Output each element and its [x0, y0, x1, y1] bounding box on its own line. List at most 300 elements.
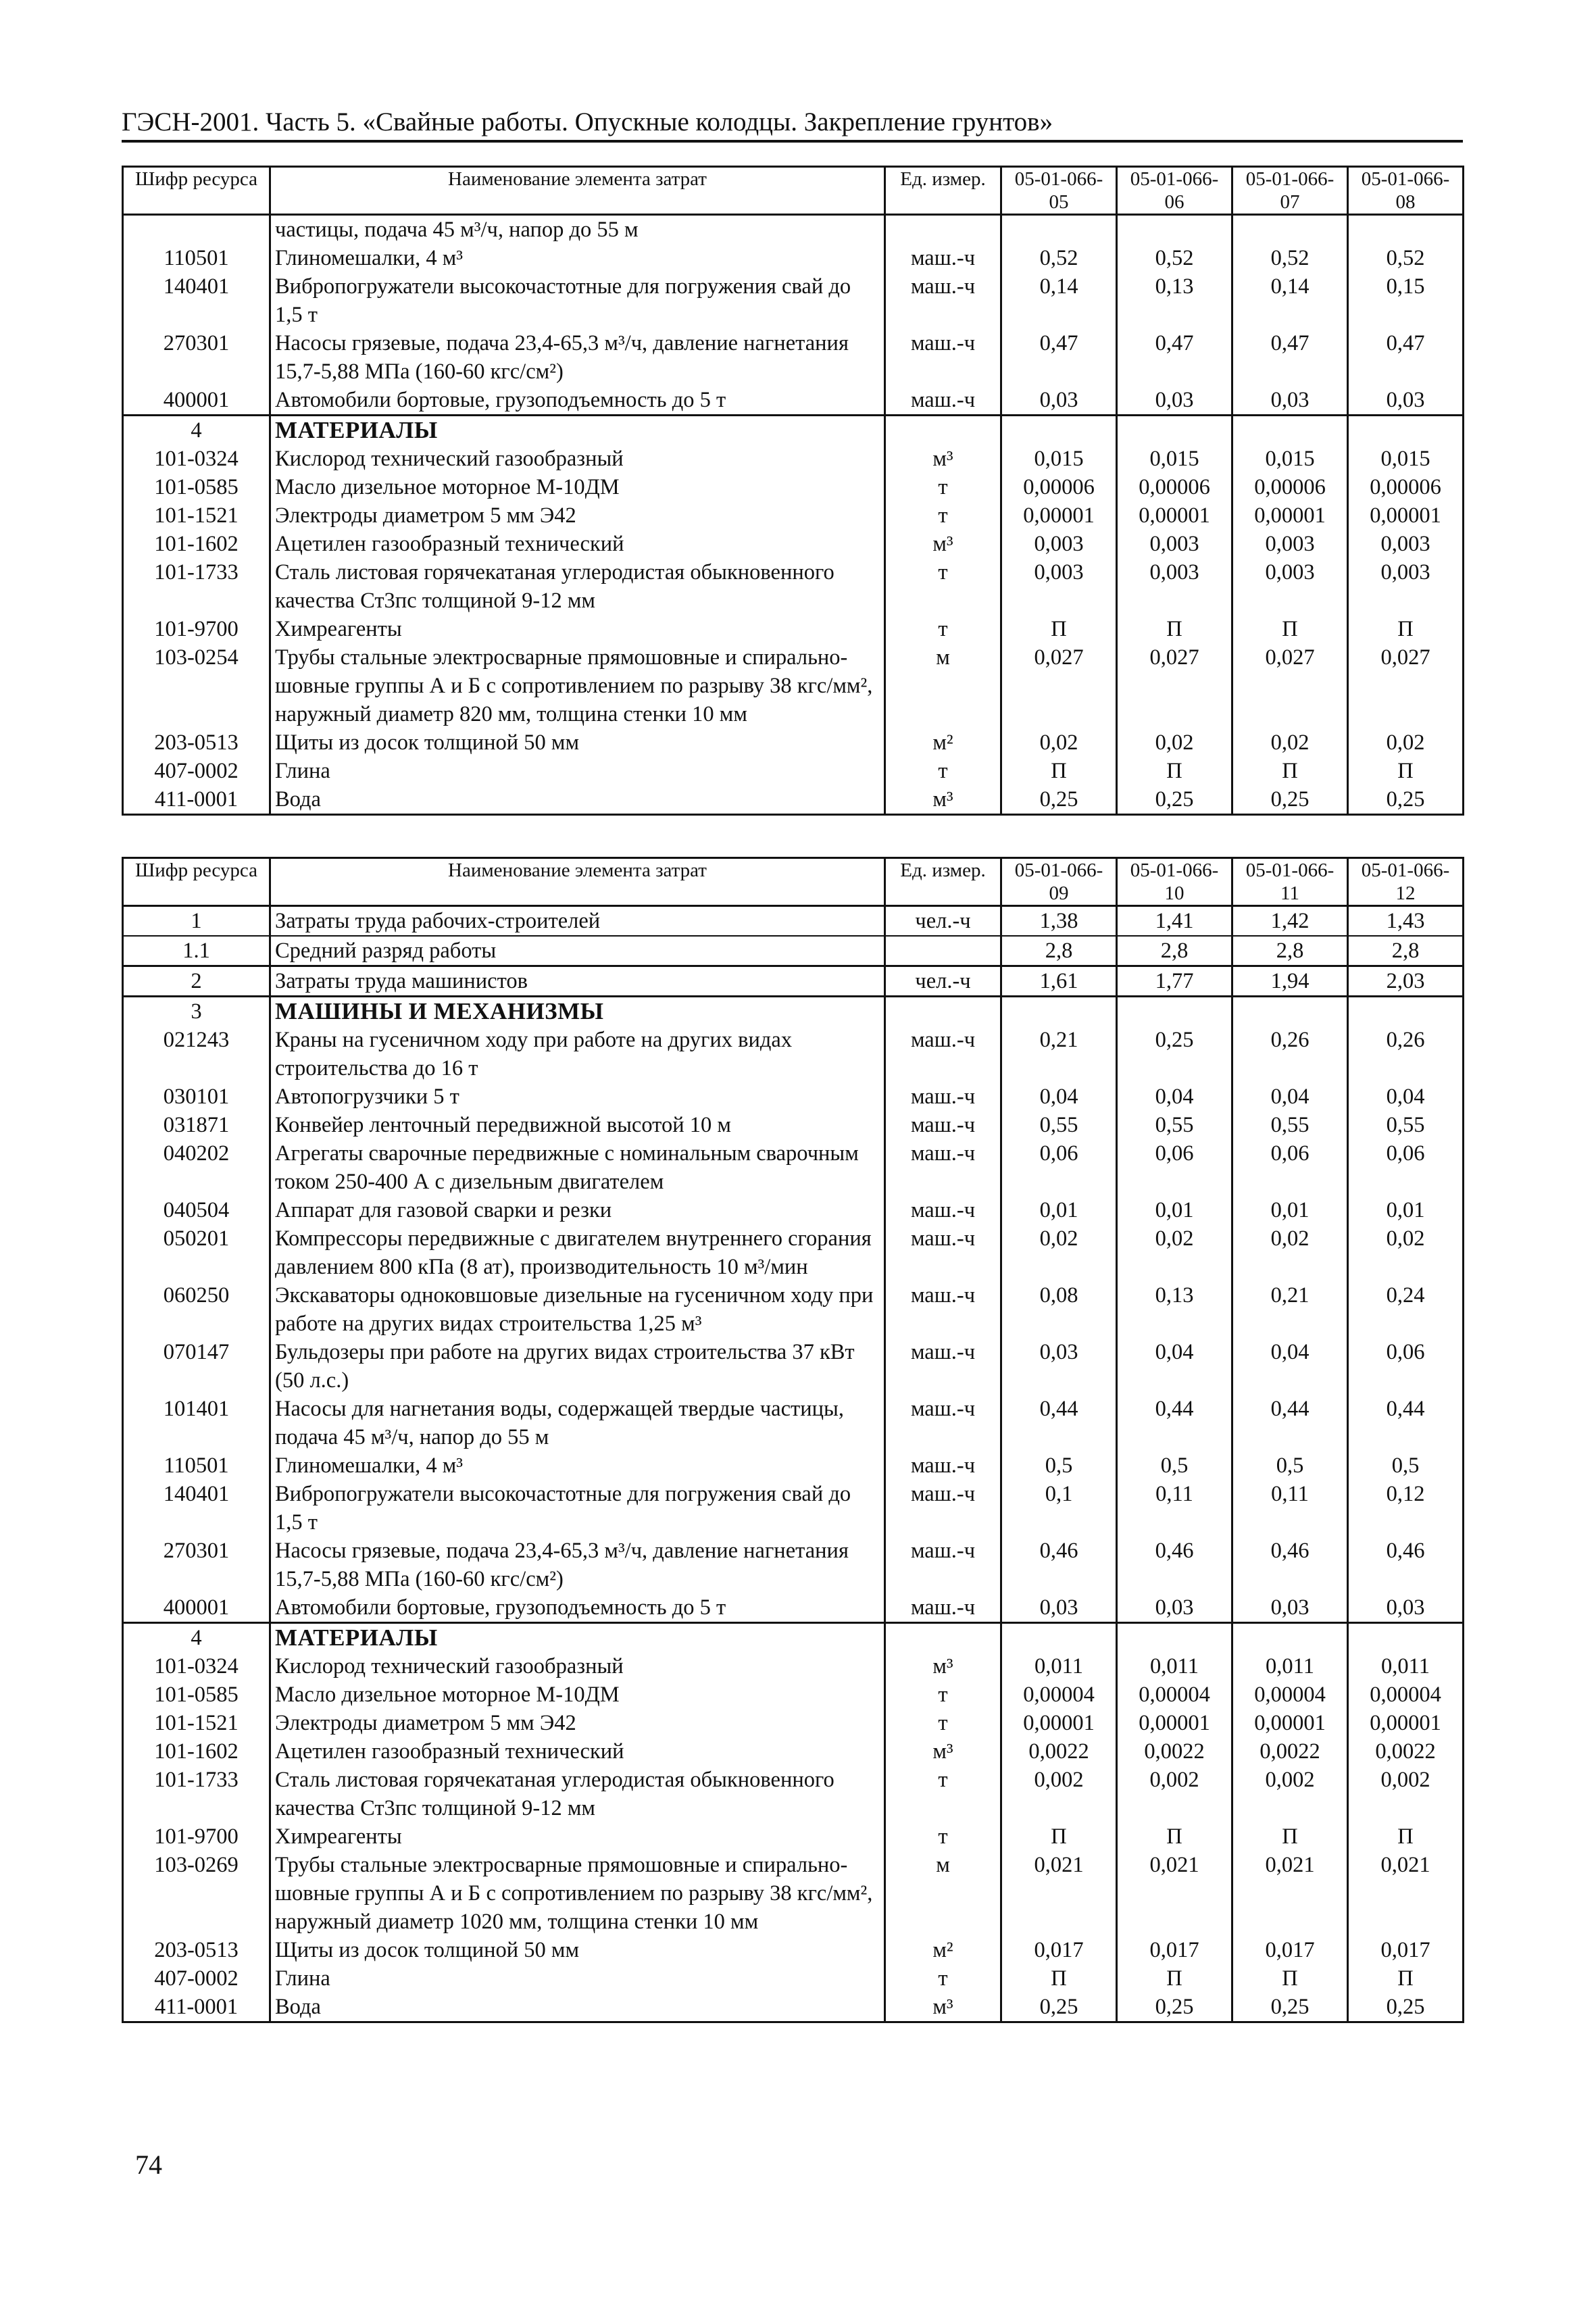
- norm-value-cell: 0,00004: [1001, 1681, 1117, 1709]
- resource-code-cell: 1.1: [123, 936, 270, 966]
- norm-value-cell: [1001, 997, 1117, 1026]
- resource-code-cell: 070147: [123, 1338, 270, 1395]
- unit-cell: м²: [885, 728, 1001, 757]
- unit-cell: т: [885, 558, 1001, 615]
- section-row: [123, 997, 1464, 1026]
- norm-value-cell: 0,021: [1348, 1851, 1464, 1936]
- resource-code-cell: 101401: [123, 1395, 270, 1451]
- table-row: [123, 1395, 1464, 1451]
- norm-value-cell: 0,25: [1348, 1993, 1464, 2022]
- norm-value-cell: П: [1348, 1822, 1464, 1851]
- norm-value-cell: 0,15: [1348, 272, 1464, 329]
- norm-value-cell: 0,5: [1348, 1451, 1464, 1480]
- unit-cell: маш.-ч: [885, 1281, 1001, 1338]
- norm-value-cell: 0,46: [1117, 1537, 1232, 1593]
- table-row: [123, 1766, 1464, 1822]
- unit-cell: маш.-ч: [885, 1338, 1001, 1395]
- norm-value-cell: П: [1117, 757, 1232, 785]
- cost-element-name-cell: Автомобили бортовые, грузоподъемность до 5 т: [270, 1593, 885, 1623]
- norm-value-cell: 0,44: [1232, 1395, 1348, 1451]
- norm-value-cell: 0,0022: [1001, 1737, 1117, 1766]
- cost-element-name-cell: частицы, подача 45 м³/ч, напор до 55 м: [270, 215, 885, 245]
- cost-element-name-cell: Сталь листовая горячекатаная углеродистая обыкновенного качества Ст3пс толщиной 9-12 мм: [270, 1766, 885, 1822]
- cost-element-name-cell: Масло дизельное моторное М-10ДМ: [270, 1681, 885, 1709]
- resource-code-cell: 040202: [123, 1139, 270, 1196]
- norm-value-cell: 2,8: [1001, 936, 1117, 966]
- norm-value-cell: 0,52: [1348, 244, 1464, 272]
- norm-value-cell: 0,06: [1001, 1139, 1117, 1196]
- cost-element-name-cell: МАШИНЫ И МЕХАНИЗМЫ: [270, 997, 885, 1026]
- unit-cell: м: [885, 643, 1001, 728]
- resource-code-cell: 101-9700: [123, 1822, 270, 1851]
- table-row: [123, 643, 1464, 728]
- unit-cell: т: [885, 615, 1001, 643]
- norm-value-cell: 0,00006: [1001, 473, 1117, 501]
- norm-value-cell: 0,55: [1117, 1111, 1232, 1139]
- norm-value-cell: П: [1117, 1964, 1232, 1993]
- cost-element-name-cell: Насосы грязевые, подача 23,4-65,3 м³/ч, давление нагнетания 15,7-5,88 МПа (160-60 кгс/см²): [270, 329, 885, 386]
- cost-element-name-cell: Химреагенты: [270, 1822, 885, 1851]
- norm-value-cell: 0,021: [1232, 1851, 1348, 1936]
- unit-cell: т: [885, 1766, 1001, 1822]
- table-row: [123, 1224, 1464, 1281]
- table-row: [123, 1082, 1464, 1111]
- table-row: [123, 1964, 1464, 1993]
- norm-value-cell: 0,04: [1117, 1338, 1232, 1395]
- section-row: [123, 416, 1464, 445]
- cost-element-name-cell: Глиномешалки, 4 м³: [270, 1451, 885, 1480]
- table-header-row: [123, 858, 1464, 906]
- unit-cell: маш.-ч: [885, 1111, 1001, 1139]
- unit-cell: м: [885, 1851, 1001, 1936]
- unit-cell: маш.-ч: [885, 1224, 1001, 1281]
- unit-cell: маш.-ч: [885, 244, 1001, 272]
- resource-code-cell: 140401: [123, 1480, 270, 1537]
- norm-value-cell: 2,03: [1348, 966, 1464, 997]
- cost-element-name-cell: Краны на гусеничном ходу при работе на других видах строительства до 16 т: [270, 1026, 885, 1082]
- norm-value-cell: 0,027: [1117, 643, 1232, 728]
- norm-value-cell: 0,03: [1348, 386, 1464, 416]
- table-row: [123, 1451, 1464, 1480]
- norm-value-cell: 0,44: [1001, 1395, 1117, 1451]
- column-header-norm: 05-01-066-05: [1001, 167, 1117, 215]
- cost-element-name-cell: Компрессоры передвижные с двигателем внутреннего сгорания давлением 800 кПа (8 ат), производительность 10 м³/мин: [270, 1224, 885, 1281]
- unit-cell: т: [885, 1964, 1001, 1993]
- norm-value-cell: 0,00001: [1001, 501, 1117, 530]
- norm-value-cell: 0,003: [1348, 530, 1464, 558]
- norm-value-cell: 0,002: [1117, 1766, 1232, 1822]
- norm-value-cell: 0,04: [1232, 1082, 1348, 1111]
- norm-value-cell: 0,003: [1232, 530, 1348, 558]
- cost-element-name-cell: Ацетилен газообразный технический: [270, 1737, 885, 1766]
- table-row: [123, 1281, 1464, 1338]
- cost-element-name-cell: Электроды диаметром 5 мм Э42: [270, 1709, 885, 1737]
- norm-value-cell: [1117, 997, 1232, 1026]
- cost-element-name-cell: Затраты труда рабочих-строителей: [270, 906, 885, 937]
- norm-value-cell: 0,11: [1232, 1480, 1348, 1537]
- norm-value-cell: [1117, 1623, 1232, 1653]
- norm-value-cell: 0,25: [1232, 785, 1348, 815]
- column-header-unit: Ед. измер.: [885, 858, 1001, 906]
- norm-value-cell: [1232, 1623, 1348, 1653]
- table-row: [123, 1709, 1464, 1737]
- norm-value-cell: 0,00004: [1117, 1681, 1232, 1709]
- cost-element-name-cell: Сталь листовая горячекатаная углеродистая обыкновенного качества Ст3пс толщиной 9-12 мм: [270, 558, 885, 615]
- unit-cell: м²: [885, 1936, 1001, 1964]
- unit-cell: [885, 416, 1001, 445]
- unit-cell: чел.-ч: [885, 906, 1001, 937]
- unit-cell: [885, 997, 1001, 1026]
- table-row: [123, 1139, 1464, 1196]
- cost-element-name-cell: Щиты из досок толщиной 50 мм: [270, 728, 885, 757]
- norm-value-cell: 0,00006: [1348, 473, 1464, 501]
- norm-value-cell: 0,027: [1348, 643, 1464, 728]
- unit-cell: м³: [885, 1652, 1001, 1681]
- column-header-name: Наименование элемента затрат: [270, 167, 885, 215]
- norm-value-cell: 0,26: [1232, 1026, 1348, 1082]
- table-row: [123, 329, 1464, 386]
- norm-value-cell: 0,03: [1232, 386, 1348, 416]
- norm-value-cell: 0,0022: [1117, 1737, 1232, 1766]
- norm-value-cell: 0,0022: [1348, 1737, 1464, 1766]
- resource-code-cell: 103-0269: [123, 1851, 270, 1936]
- resource-code-cell: 400001: [123, 386, 270, 416]
- resource-code-cell: 270301: [123, 1537, 270, 1593]
- resource-code-cell: 203-0513: [123, 728, 270, 757]
- unit-cell: [885, 936, 1001, 966]
- cost-element-name-cell: Автопогрузчики 5 т: [270, 1082, 885, 1111]
- norm-value-cell: 0,25: [1001, 1993, 1117, 2022]
- norm-value-cell: 2,8: [1117, 936, 1232, 966]
- running-header: ГЭСН-2001. Часть 5. «Свайные работы. Опускные колодцы. Закрепление грунтов»: [122, 105, 1463, 143]
- cost-element-name-cell: Кислород технический газообразный: [270, 1652, 885, 1681]
- norm-value-cell: 0,03: [1232, 1593, 1348, 1623]
- norm-value-cell: 0,03: [1348, 1593, 1464, 1623]
- norm-value-cell: [1001, 1623, 1117, 1653]
- norm-value-cell: 0,003: [1117, 530, 1232, 558]
- table-row: [123, 1851, 1464, 1936]
- norm-value-cell: 2,8: [1348, 936, 1464, 966]
- norm-value-cell: 0,03: [1117, 386, 1232, 416]
- norm-value-cell: 0,00001: [1232, 1709, 1348, 1737]
- norm-value-cell: 0,003: [1232, 558, 1348, 615]
- column-header-code: Шифр ресурса: [123, 858, 270, 906]
- norm-value-cell: 1,38: [1001, 906, 1117, 937]
- unit-cell: т: [885, 501, 1001, 530]
- table-row: [123, 386, 1464, 416]
- table-row: [123, 966, 1464, 997]
- norm-value-cell: 0,03: [1117, 1593, 1232, 1623]
- norm-value-cell: 0,26: [1348, 1026, 1464, 1082]
- column-header-name: Наименование элемента затрат: [270, 858, 885, 906]
- norm-value-cell: 1,61: [1001, 966, 1117, 997]
- norm-value-cell: [1117, 215, 1232, 245]
- cost-element-name-cell: Средний разряд работы: [270, 936, 885, 966]
- unit-cell: т: [885, 473, 1001, 501]
- unit-cell: т: [885, 1709, 1001, 1737]
- norm-value-cell: 0,02: [1001, 728, 1117, 757]
- cost-element-name-cell: Насосы для нагнетания воды, содержащей твердые частицы, подача 45 м³/ч, напор до 55 м: [270, 1395, 885, 1451]
- norm-value-cell: 0,55: [1348, 1111, 1464, 1139]
- resource-code-cell: 101-1733: [123, 1766, 270, 1822]
- resource-code-cell: 4: [123, 416, 270, 445]
- norm-value-cell: 0,00001: [1117, 501, 1232, 530]
- norm-value-cell: 0,46: [1001, 1537, 1117, 1593]
- norm-value-cell: П: [1001, 1822, 1117, 1851]
- norm-value-cell: [1348, 416, 1464, 445]
- norm-value-cell: 0,01: [1232, 1196, 1348, 1224]
- norm-value-cell: 0,25: [1001, 785, 1117, 815]
- norm-value-cell: 0,01: [1117, 1196, 1232, 1224]
- unit-cell: маш.-ч: [885, 1593, 1001, 1623]
- norm-value-cell: 0,21: [1232, 1281, 1348, 1338]
- norm-value-cell: 0,14: [1001, 272, 1117, 329]
- norm-value-cell: 0,08: [1001, 1281, 1117, 1338]
- norm-value-cell: 0,55: [1001, 1111, 1117, 1139]
- resource-code-cell: 101-1602: [123, 530, 270, 558]
- norm-value-cell: 0,02: [1117, 728, 1232, 757]
- norm-value-cell: [1232, 997, 1348, 1026]
- norm-value-cell: П: [1117, 1822, 1232, 1851]
- norm-value-cell: 0,06: [1232, 1139, 1348, 1196]
- cost-element-name-cell: Масло дизельное моторное М-10ДМ: [270, 473, 885, 501]
- column-header-norm: 05-01-066-12: [1348, 858, 1464, 906]
- cost-element-name-cell: МАТЕРИАЛЫ: [270, 416, 885, 445]
- page-number: 74: [135, 2149, 162, 2180]
- resource-code-cell: 101-1521: [123, 1709, 270, 1737]
- unit-cell: маш.-ч: [885, 1082, 1001, 1111]
- resource-code-cell: 060250: [123, 1281, 270, 1338]
- column-header-norm: 05-01-066-08: [1348, 167, 1464, 215]
- table-row: [123, 1822, 1464, 1851]
- table-row: [123, 1593, 1464, 1623]
- norm-value-cell: 0,02: [1348, 728, 1464, 757]
- norm-value-cell: 0,017: [1348, 1936, 1464, 1964]
- norm-value-cell: 0,002: [1348, 1766, 1464, 1822]
- norm-value-cell: 0,25: [1117, 1993, 1232, 2022]
- norm-value-cell: 0,04: [1348, 1082, 1464, 1111]
- norm-value-cell: [1348, 1623, 1464, 1653]
- resource-code-cell: 101-0324: [123, 1652, 270, 1681]
- unit-cell: м³: [885, 785, 1001, 815]
- norm-value-cell: 0,46: [1348, 1537, 1464, 1593]
- cost-element-name-cell: Агрегаты сварочные передвижные с номинальным сварочным током 250-400 А с дизельным двигателем: [270, 1139, 885, 1196]
- table-row: [123, 558, 1464, 615]
- table-row: [123, 1681, 1464, 1709]
- resource-code-cell: 050201: [123, 1224, 270, 1281]
- norm-value-cell: 0,017: [1117, 1936, 1232, 1964]
- resource-code-cell: 101-1733: [123, 558, 270, 615]
- norm-value-cell: 0,52: [1117, 244, 1232, 272]
- norm-value-cell: 0,25: [1117, 1026, 1232, 1082]
- norm-value-cell: 0,002: [1232, 1766, 1348, 1822]
- norm-value-cell: 0,47: [1232, 329, 1348, 386]
- norm-value-cell: 0,46: [1232, 1537, 1348, 1593]
- norm-value-cell: 0,06: [1117, 1139, 1232, 1196]
- resource-code-cell: 110501: [123, 244, 270, 272]
- unit-cell: маш.-ч: [885, 1395, 1001, 1451]
- resource-table-1: [122, 166, 1464, 816]
- norm-value-cell: 0,25: [1232, 1993, 1348, 2022]
- cost-element-name-cell: Кислород технический газообразный: [270, 445, 885, 473]
- norm-value-cell: 0,52: [1001, 244, 1117, 272]
- norm-value-cell: 0,011: [1001, 1652, 1117, 1681]
- norm-value-cell: 0,04: [1232, 1338, 1348, 1395]
- resource-code-cell: 101-9700: [123, 615, 270, 643]
- cost-element-name-cell: Ацетилен газообразный технический: [270, 530, 885, 558]
- norm-value-cell: 0,25: [1348, 785, 1464, 815]
- table-row: [123, 1936, 1464, 1964]
- cost-element-name-cell: Щиты из досок толщиной 50 мм: [270, 1936, 885, 1964]
- norm-value-cell: П: [1232, 1964, 1348, 1993]
- cost-element-name-cell: Бульдозеры при работе на других видах строительства 37 кВт (50 л.с.): [270, 1338, 885, 1395]
- unit-cell: [885, 215, 1001, 245]
- norm-value-cell: 2,8: [1232, 936, 1348, 966]
- norm-value-cell: 0,00001: [1348, 1709, 1464, 1737]
- resource-code-cell: 110501: [123, 1451, 270, 1480]
- unit-cell: м³: [885, 445, 1001, 473]
- norm-value-cell: 0,017: [1232, 1936, 1348, 1964]
- norm-value-cell: 1,43: [1348, 906, 1464, 937]
- table-row: [123, 1338, 1464, 1395]
- norm-value-cell: 0,03: [1001, 1338, 1117, 1395]
- norm-value-cell: П: [1232, 757, 1348, 785]
- norm-value-cell: П: [1001, 615, 1117, 643]
- table-row: [123, 615, 1464, 643]
- norm-value-cell: 0,011: [1348, 1652, 1464, 1681]
- table-row: [123, 445, 1464, 473]
- norm-value-cell: 1,77: [1117, 966, 1232, 997]
- resource-code-cell: 101-1521: [123, 501, 270, 530]
- cost-element-name-cell: Экскаваторы одноковшовые дизельные на гусеничном ходу при работе на других видах строительства 1,25 м³: [270, 1281, 885, 1338]
- norm-value-cell: 0,47: [1001, 329, 1117, 386]
- column-header-code: Шифр ресурса: [123, 167, 270, 215]
- norm-value-cell: 0,06: [1348, 1338, 1464, 1395]
- table-row: [123, 1026, 1464, 1082]
- cost-element-name-cell: Автомобили бортовые, грузоподъемность до 5 т: [270, 386, 885, 416]
- table-row: [123, 1480, 1464, 1537]
- norm-value-cell: 0,015: [1232, 445, 1348, 473]
- norm-value-cell: 0,01: [1001, 1196, 1117, 1224]
- norm-value-cell: 0,00006: [1232, 473, 1348, 501]
- resource-code-cell: 040504: [123, 1196, 270, 1224]
- norm-value-cell: 0,47: [1348, 329, 1464, 386]
- norm-value-cell: 0,00004: [1348, 1681, 1464, 1709]
- norm-value-cell: 0,02: [1117, 1224, 1232, 1281]
- table-row: [123, 1537, 1464, 1593]
- unit-cell: [885, 1623, 1001, 1653]
- norm-value-cell: П: [1348, 757, 1464, 785]
- norm-value-cell: 0,02: [1348, 1224, 1464, 1281]
- resource-code-cell: 411-0001: [123, 785, 270, 815]
- resource-code-cell: 411-0001: [123, 1993, 270, 2022]
- norm-value-cell: 0,00006: [1117, 473, 1232, 501]
- section-row: [123, 1623, 1464, 1653]
- cost-element-name-cell: Трубы стальные электросварные прямошовные и спирально-шовные группы А и Б с сопротивлением по разрыву 38 кгс/мм², наружный диаметр 820 мм, толщина стенки 10 мм: [270, 643, 885, 728]
- norm-value-cell: 0,12: [1348, 1480, 1464, 1537]
- column-header-norm: 05-01-066-06: [1117, 167, 1232, 215]
- table-row: [123, 936, 1464, 966]
- norm-value-cell: 0,5: [1001, 1451, 1117, 1480]
- norm-value-cell: 0,01: [1348, 1196, 1464, 1224]
- norm-value-cell: 0,06: [1348, 1139, 1464, 1196]
- resource-code-cell: 101-0324: [123, 445, 270, 473]
- unit-cell: маш.-ч: [885, 1480, 1001, 1537]
- norm-value-cell: 0,00001: [1232, 501, 1348, 530]
- norm-value-cell: 0,04: [1117, 1082, 1232, 1111]
- cost-element-name-cell: Вода: [270, 1993, 885, 2022]
- norm-value-cell: 0,027: [1001, 643, 1117, 728]
- norm-value-cell: 0,13: [1117, 1281, 1232, 1338]
- unit-cell: маш.-ч: [885, 1451, 1001, 1480]
- resource-code-cell: 203-0513: [123, 1936, 270, 1964]
- resource-code-cell: 030101: [123, 1082, 270, 1111]
- norm-value-cell: 0,03: [1001, 386, 1117, 416]
- norm-value-cell: 0,00001: [1117, 1709, 1232, 1737]
- table-row: [123, 473, 1464, 501]
- norm-value-cell: 0,00004: [1232, 1681, 1348, 1709]
- cost-element-name-cell: Аппарат для газовой сварки и резки: [270, 1196, 885, 1224]
- column-header-norm: 05-01-066-07: [1232, 167, 1348, 215]
- norm-value-cell: 0,21: [1001, 1026, 1117, 1082]
- table-row: [123, 757, 1464, 785]
- table-row: [123, 530, 1464, 558]
- norm-value-cell: П: [1348, 1964, 1464, 1993]
- unit-cell: т: [885, 1822, 1001, 1851]
- norm-value-cell: 0,24: [1348, 1281, 1464, 1338]
- resource-code-cell: [123, 215, 270, 245]
- norm-value-cell: 0,44: [1117, 1395, 1232, 1451]
- resource-table-2: [122, 857, 1464, 2023]
- norm-value-cell: 0,015: [1348, 445, 1464, 473]
- column-header-norm: 05-01-066-10: [1117, 858, 1232, 906]
- unit-cell: т: [885, 757, 1001, 785]
- unit-cell: маш.-ч: [885, 1139, 1001, 1196]
- resource-code-cell: 101-1602: [123, 1737, 270, 1766]
- norm-value-cell: 0,52: [1232, 244, 1348, 272]
- norm-value-cell: П: [1001, 1964, 1117, 1993]
- norm-value-cell: 0,003: [1001, 530, 1117, 558]
- unit-cell: маш.-ч: [885, 329, 1001, 386]
- unit-cell: маш.-ч: [885, 386, 1001, 416]
- table-row: [123, 215, 1464, 245]
- norm-value-cell: 0,02: [1232, 728, 1348, 757]
- resource-code-cell: 400001: [123, 1593, 270, 1623]
- table-row: [123, 1993, 1464, 2022]
- resource-code-cell: 101-0585: [123, 473, 270, 501]
- norm-value-cell: 0,11: [1117, 1480, 1232, 1537]
- resource-code-cell: 4: [123, 1623, 270, 1653]
- table-row: [123, 785, 1464, 815]
- norm-value-cell: 0,14: [1232, 272, 1348, 329]
- unit-cell: маш.-ч: [885, 1196, 1001, 1224]
- norm-value-cell: 1,41: [1117, 906, 1232, 937]
- norm-value-cell: [1348, 215, 1464, 245]
- norm-value-cell: 0,44: [1348, 1395, 1464, 1451]
- norm-value-cell: [1232, 416, 1348, 445]
- norm-value-cell: 0,003: [1348, 558, 1464, 615]
- norm-value-cell: 0,003: [1117, 558, 1232, 615]
- table-row: [123, 1737, 1464, 1766]
- norm-value-cell: 0,011: [1232, 1652, 1348, 1681]
- norm-value-cell: [1232, 215, 1348, 245]
- norm-value-cell: 0,55: [1232, 1111, 1348, 1139]
- column-header-norm: 05-01-066-11: [1232, 858, 1348, 906]
- unit-cell: м³: [885, 1993, 1001, 2022]
- cost-element-name-cell: Глина: [270, 757, 885, 785]
- norm-value-cell: 1,94: [1232, 966, 1348, 997]
- norm-value-cell: 0,5: [1232, 1451, 1348, 1480]
